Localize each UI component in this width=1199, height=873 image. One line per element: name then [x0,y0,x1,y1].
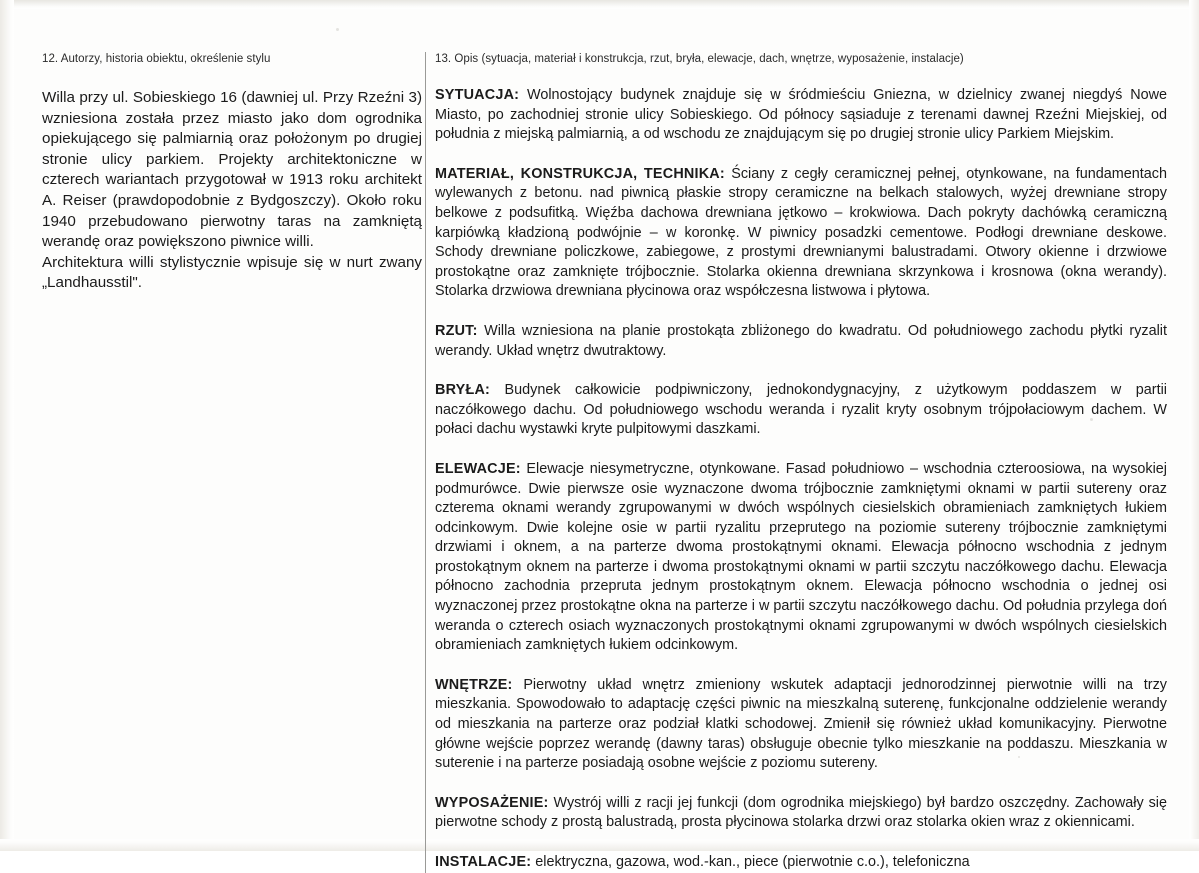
description-section-bryla [435,381,1167,440]
section-text-sytuacja: Wolnostojący budynek znajduje się w śródmieściu Gniezna, w dzielnicy zwanej niegdyś Nowe Miasto, po zachodniej stronie ulicy Sobieskiego. Od północy sąsiaduje z terenami dawnej Rzeźni Miejskiej, od południa z miejską palmiarnią, a od wschodu ze znajdującym się po drugiej stronie ulicy Parkiem Miejskim. [435,87,1167,143]
section-label-rzut: RZUT: [435,322,478,339]
section-text-instalacje: elektryczna, gazowa, wod.-kan., piece (pierwotnie c.o.), telefoniczna [531,854,970,870]
description-section-material [435,165,1167,302]
section-text-elewacje: Elewacje niesymetryczne, otynkowane. Fasad południowo – wschodnia czteroosiowa, na wysokiej podmurówce. Dwie pierwsze osie wyznaczone dwoma trójbocznie zamkniętymi oknami w partii sutereny oraz czterema oknami werandy zgrupowanymi w dwóch wspólnych ciesielskich obramieniach zamkniętych łukiem odcinkowym. Dwie kolejne osie w partii ryzalitu przeprutego na poziomie sutereny trójbocznie zamkniętymi drzwiami i oknem, a na parterze dwoma prostokątnymi oknami. Elewacja północno wschodnia z jednym prostokątnym oknem na parterze i dwoma prostokątnymi oknami w partii szczytu naczółkowego dachu. Elewacja północno zachodnia przepruta jednym prostokątnym oknem. Elewacja północno wschodnia o jednej osi wyznaczonej przez prostokątne okna na parterze i w partii szczytu naczółkowego dachu. Od południa przylega doń weranda o czterech osiach wyznaczonych prostokątnymi oknami zgrupowanymi w dwóch wspólnych ciesielskich obramieniach zamkniętych łukiem odcinkowym. [435,460,1167,654]
section-text-rzut: Willa wzniesiona na planie prostokąta zbliżonego do kwadratu. Od południowego zachodu płytki ryzalit werandy. Układ wnętrz dwutraktowy. [435,322,1167,359]
section-label-sytuacja: SYTUACJA: [435,87,520,103]
field-12-paragraph-2: Architektura willi stylistycznie wpisuje się w nurt zwany „Landhausstil". [42,253,422,292]
section-text-bryla: Budynek całkowicie podpiwniczony, jednokondygnacyjny, z użytkowym poddaszem w partii naczółkowego dachu. Od południowego wschodu weranda i ryzalit kryty osobnym trójpołaciowym dachem. W połaci dachu wystawki kryte pulpitowymi daszkami. [435,382,1167,438]
description-section-wnetrze [435,676,1167,774]
description-section-elewacje [435,460,1167,656]
section-text-material: Ściany z cegły ceramicznej pełnej, otynkowane, na fundamentach wylewanych z betonu. nad piwnicą płaskie stropy ceramiczne na belkach stalowych, wyżej drewniane stropy belkowe z podsufitką. Więźba dachowa drewniana jętkowo – krokwiowa. Dach pokryty dachówką ceramiczną karpiówką kładzioną podwójnie – w koronkę. W piwnicy posadzki cementowe. Podłogi drewniane deskowe. Schody drewniane policzkowe, zabiegowe, z prostymi drewnianymi balustradami. Otwory okienne i drzwiowe prostokątne oraz zamknięte trójbocznie. Stolarka okienna drewniana skrzynkowa i krosnowa (okna werandy). Stolarka drzwiowa drewniana płycinowa oraz współczesna listwowa i płytowa. [435,165,1168,300]
field-13-caption: 13. Opis (sytuacja, materiał i konstrukcja, rzut, bryła, elewacje, dach, wnętrze, wyposażenie, instalacje) [435,53,964,65]
field-12-caption: 12. Autorzy, historia obiektu, określenie stylu [42,53,271,65]
description-section-wyposazenie [435,794,1167,833]
description-section-sytuacja [435,86,1167,145]
section-label-wyposazenie: WYPOSAŻENIE: [435,794,549,811]
section-text-wnetrze: Pierwotny układ wnętrz zmieniony wskutek adaptacji jednorodzinnej pierwotnie willi na trzy mieszkania. Spowodowało to adaptację części piwnic na mieszkalną suterenę, funkcjonalne oddzielenie werandy od mieszkania na parterze oraz podział klatki schodowej. Zmienił się również układ komunikacyjny. Pierwotne główne wejście poprzez werandę (dawny taras) obsługuje obecnie tylko mieszkanie na poddaszu. Mieszkania w suterenie i na parterze posiadają osobne wejście z poziomu sutereny. [435,676,1167,772]
section-label-elewacje: ELEWACJE: [435,460,521,477]
section-label-instalacje: INSTALACJE: [435,854,532,870]
field-12-paragraph-1: Willa przy ul. Sobieskiego 16 (dawniej ul. Przy Rzeźni 3) wzniesiona została przez miasto jako dom ogrodnika opiekującego się palmiarnią oraz położonym po drugiej stronie ulicy parkiem. Projekty architektoniczne w czterech wariantach przygotował w 1913 roku architekt A. Reiser (prawdopodobnie z Bydgoszczy). Około roku 1940 przebudowano pierwotny taras na zamkniętą werandę oraz powiększono piwnice willi. [42,89,422,251]
description-section-rzut [435,322,1167,361]
field-13-column [425,52,1167,873]
section-label-material: MATERIAŁ, KONSTRUKCJA, TECHNIKA: [435,165,725,182]
section-text-wyposazenie: Wystrój willi z racji jej funkcji (dom ogrodnika miejskiego) był bardzo oszczędny. Zachowały się pierwotne schody z prostą balustradą, prosta płycinowa stolarka drzwi oraz stolarka okien wraz z okiennicami. [435,794,1167,831]
field-12-column [42,52,422,294]
description-section-instalacje [435,853,1167,873]
section-label-bryla: BRYŁA: [435,382,491,399]
section-label-wnetrze: WNĘTRZE: [435,676,513,693]
